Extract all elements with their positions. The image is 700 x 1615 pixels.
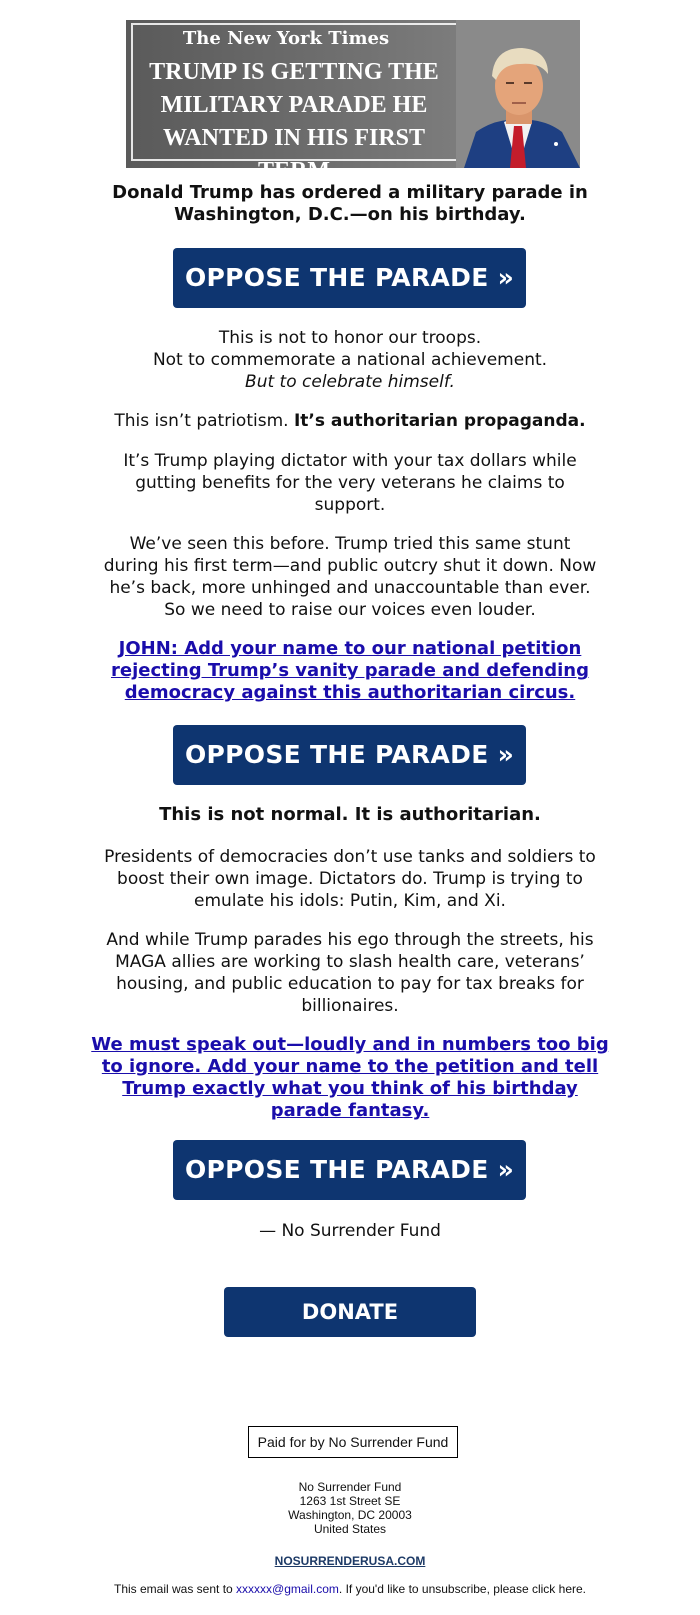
link-line[interactable]: to ignore. Add your name to the petition and tell [101, 1056, 599, 1077]
address-line: United States [313, 1522, 387, 1536]
unsubscribe-text[interactable]: . If you'd like to unsubscribe, please click here. [338, 1582, 586, 1596]
paragraph-line: We’ve seen this before. Trump tried this same stunt [129, 534, 571, 554]
paragraph-line: MAGA allies are working to slash health care, veterans’ [115, 952, 585, 972]
petition-link-1[interactable] [0, 638, 700, 704]
paragraph-line: billionaires. [301, 996, 399, 1016]
paragraph-line: he’s back, more unhinged and unaccountable than ever. [109, 578, 591, 598]
paragraph-line: emulate his idols: Putin, Kim, and Xi. [194, 891, 506, 911]
paragraph-5 [0, 846, 700, 912]
website-row [0, 1550, 700, 1569]
paragraph-2 [0, 410, 700, 432]
hero-headline [134, 56, 454, 188]
paid-for-disclaimer: Paid for by No Surrender Fund [248, 1426, 458, 1458]
paragraph-1 [0, 327, 700, 393]
website-link[interactable]: NOSURRENDERUSA.COM [274, 1554, 426, 1568]
link-line[interactable]: democracy against this authoritarian circus. [124, 682, 576, 703]
intro-line: Washington, D.C.—on his birthday. [174, 204, 526, 225]
recipient-email-link[interactable]: xxxxxx@gmail.com [236, 1582, 339, 1596]
paragraph-line: housing, and public education to pay for tax breaks for [116, 974, 584, 994]
oppose-parade-button[interactable]: OPPOSE THE PARADE » [173, 725, 526, 785]
paragraph-bold-text: It’s authoritarian propaganda. [293, 411, 586, 431]
link-line[interactable]: Trump exactly what you think of his birthday [122, 1078, 578, 1099]
portrait-image [456, 20, 580, 168]
hero-headline-line: TRUMP IS GETTING THE [149, 59, 439, 85]
italic-text: But to celebrate himself. [245, 372, 455, 392]
address-line: Washington, DC 20003 [288, 1508, 412, 1522]
section-headline: This is not normal. It is authoritarian. [159, 804, 541, 825]
signoff: — No Surrender Fund [259, 1221, 441, 1241]
paragraph-3 [0, 450, 700, 516]
link-line[interactable]: JOHN: Add your name to our national petition [118, 638, 582, 659]
paragraph-6 [0, 929, 700, 1017]
oppose-parade-button[interactable]: OPPOSE THE PARADE » [173, 248, 526, 308]
link-line[interactable]: We must speak out—loudly and in numbers too big [91, 1034, 609, 1055]
paragraph-normal-text: This isn’t patriotism. [114, 411, 294, 431]
paragraph-line: So we need to raise our voices even louder. [164, 600, 536, 620]
paragraph-line: gutting benefits for the very veterans he claims to [135, 473, 565, 493]
link-line[interactable]: parade fantasy. [270, 1100, 430, 1121]
hero-headline-line: MILITARY PARADE HE [160, 92, 428, 118]
intro-text [0, 182, 700, 226]
link-line[interactable]: rejecting Trump’s vanity parade and defending [110, 660, 590, 681]
paragraph-line: during his first term—and public outcry shut it down. Now [103, 556, 597, 576]
footer-prefix: This email was sent to [113, 1582, 237, 1596]
hero-banner[interactable] [126, 20, 580, 184]
paragraph-line: boost their own image. Dictators do. Trump is trying to [117, 869, 583, 889]
paragraph-line: support. [314, 495, 386, 515]
paragraph-line: Presidents of democracies don’t use tanks and soldiers to [104, 847, 596, 867]
donate-button[interactable]: DONATE [224, 1287, 476, 1337]
intro-line: Donald Trump has ordered a military parade in [112, 182, 588, 203]
paragraph-line [0, 371, 700, 393]
mailing-address [0, 1480, 700, 1536]
petition-link-2[interactable] [0, 1034, 700, 1122]
paragraph-line: And while Trump parades his ego through the streets, his [106, 930, 594, 950]
hero-headline-line: WANTED IN HIS FIRST TERM [162, 125, 426, 184]
paragraph-line: Not to commemorate a national achievement. [152, 350, 548, 370]
address-line: No Surrender Fund [298, 1480, 402, 1494]
masthead-logo: The New York Times [182, 28, 390, 49]
footer-text [0, 1582, 700, 1596]
address-line: 1263 1st Street SE [299, 1494, 401, 1508]
paragraph-line: It’s Trump playing dictator with your tax dollars while [123, 451, 577, 471]
paragraph-line: This is not to honor our troops. [218, 328, 482, 348]
paragraph-4 [0, 533, 700, 621]
oppose-parade-button[interactable]: OPPOSE THE PARADE » [173, 1140, 526, 1200]
